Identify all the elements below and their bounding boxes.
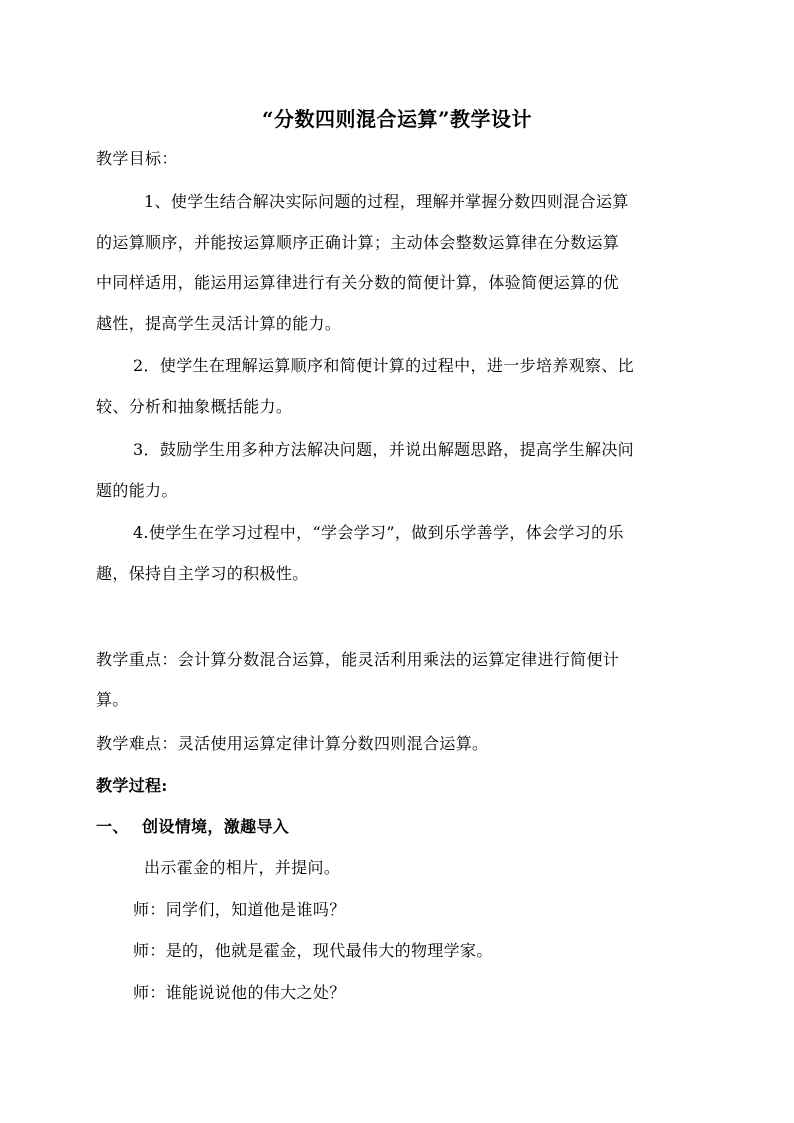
objectives-label: 教学目标： — [96, 149, 178, 168]
objective-2-line-2: 较、分析和抽象概括能力。 — [96, 397, 293, 416]
section-1-number: 一、 — [96, 817, 129, 836]
section-1-heading — [96, 817, 716, 837]
objective-4-line-2: 趣，保持自主学习的积极性。 — [96, 564, 309, 583]
objective-1-line-2: 的运算顺序，并能按运算顺序正确计算；主动体会整数运算律在分数运算 — [96, 233, 620, 252]
section-1-title: 创设情境，激趣导入 — [142, 817, 290, 836]
dialogue-line-3: 师：是的，他就是霍金，现代最伟大的物理学家。 — [133, 941, 493, 960]
document-title: “分数四则混合运算”教学设计 — [261, 107, 532, 131]
dialogue-line-1: 出示霍金的相片，并提问。 — [144, 858, 341, 877]
objective-2-line-1: 2．使学生在理解运算顺序和简便计算的过程中，进一步培养观察、比 — [133, 356, 635, 375]
dialogue-line-2: 师：同学们，知道他是谁吗？ — [133, 900, 346, 919]
dialogue-line-4: 师：谁能说说他的伟大之处？ — [133, 983, 346, 1002]
process-label: 教学过程: — [96, 776, 168, 795]
difficult-points: 教学难点：灵活使用运算定律计算分数四则混合运算。 — [96, 734, 489, 753]
objective-4-line-1: 4.使学生在学习过程中，“学会学习”，做到乐学善学，体会学习的乐 — [133, 523, 624, 542]
objective-1-line-1: 1、使学生结合解决实际问题的过程，理解并掌握分数四则混合运算 — [144, 192, 629, 211]
objective-1-line-4: 越性，提高学生灵活计算的能力。 — [96, 314, 342, 333]
key-points-line-2: 算。 — [96, 690, 129, 709]
key-points-line-1: 教学重点：会计算分数混合运算，能灵活利用乘法的运算定律进行简便计 — [96, 650, 620, 669]
objective-1-line-3: 中同样适用，能运用运算律进行有关分数的简便计算，体验简便运算的优 — [96, 273, 620, 292]
objective-3-line-1: 3．鼓励学生用多种方法解决问题，并说出解题思路，提高学生解决问 — [133, 440, 635, 459]
objective-3-line-2: 题的能力。 — [96, 481, 178, 500]
